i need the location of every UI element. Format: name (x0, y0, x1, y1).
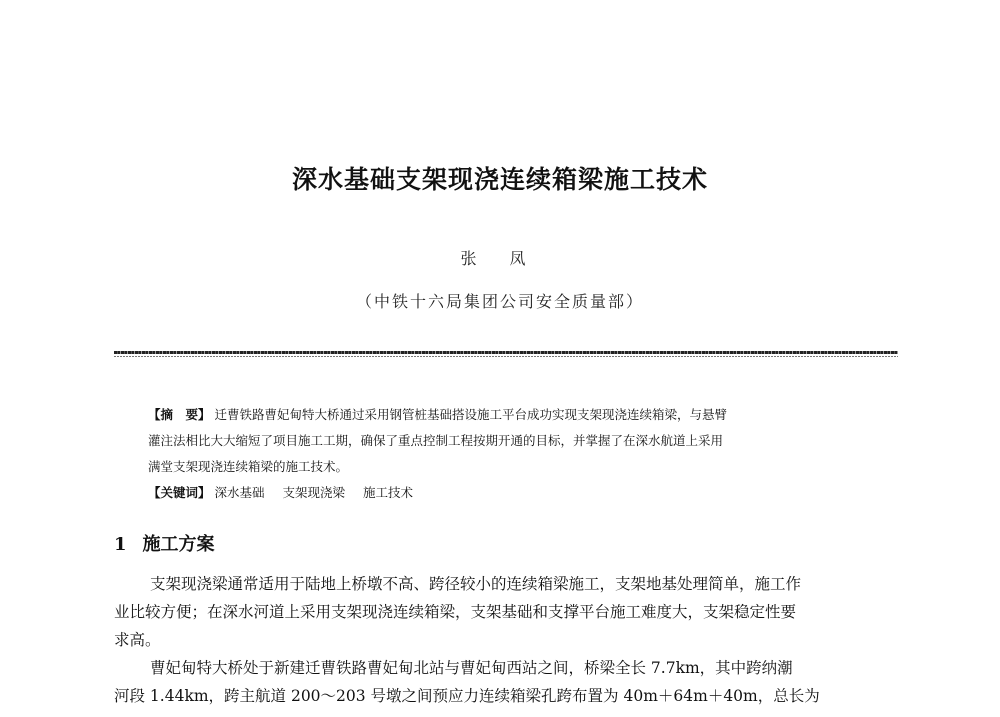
keywords-label: 【关键词】 (148, 485, 211, 500)
paragraph-line: 求高。 (114, 631, 161, 649)
header-divider-thin (114, 356, 898, 357)
paragraph-line: 业比较方便；在深水河道上采用支架现浇连续箱梁，支架基础和支撑平台施工难度大，支架稳定性要 (114, 603, 797, 621)
abstract-line: 满堂支架现浇连续箱梁的施工技术。 (148, 459, 349, 474)
paragraph-line: 河段 1.44km，跨主航道 200～203 号墩之间预应力连续箱梁孔跨布置为 40m＋64m＋40m，总长为 (114, 687, 820, 705)
abstract-text: 迁曹铁路曹妃甸特大桥通过采用钢管桩基础搭设施工平台成功实现支架现浇连续箱梁，与悬臂 (214, 407, 728, 422)
author-affiliation: （中铁十六局集团公司安全质量部） (355, 292, 644, 311)
keyword: 支架现浇梁 (282, 485, 346, 500)
paragraph-line: 曹妃甸特大桥处于新建迁曹铁路曹妃甸北站与曹妃甸西站之间，桥梁全长 7.7km，其中跨纳潮 (150, 659, 793, 677)
author-name: 张 凤 (460, 249, 540, 268)
section-heading (114, 530, 215, 556)
paper-title: 深水基础支架现浇连续箱梁施工技术 (291, 165, 708, 194)
body-text (114, 570, 904, 710)
abstract-line: 灌注法相比大大缩短了项目施工工期，确保了重点控制工程按期开通的目标，并掌握了在深水航道上采用 (148, 433, 724, 448)
abstract (148, 402, 888, 480)
abstract-label: 【摘 要】 (148, 407, 211, 422)
section-number: 1 (114, 534, 127, 555)
section-title: 施工方案 (142, 534, 215, 555)
paragraph-line: 支架现浇梁通常适用于陆地上桥墩不高、跨径较小的连续箱梁施工，支架地基处理简单，施工作 (150, 575, 802, 593)
keyword: 深水基础 (214, 485, 265, 500)
header-divider (114, 351, 898, 354)
keyword: 施工技术 (363, 485, 414, 500)
abstract-line (148, 402, 888, 428)
keywords (148, 483, 888, 503)
